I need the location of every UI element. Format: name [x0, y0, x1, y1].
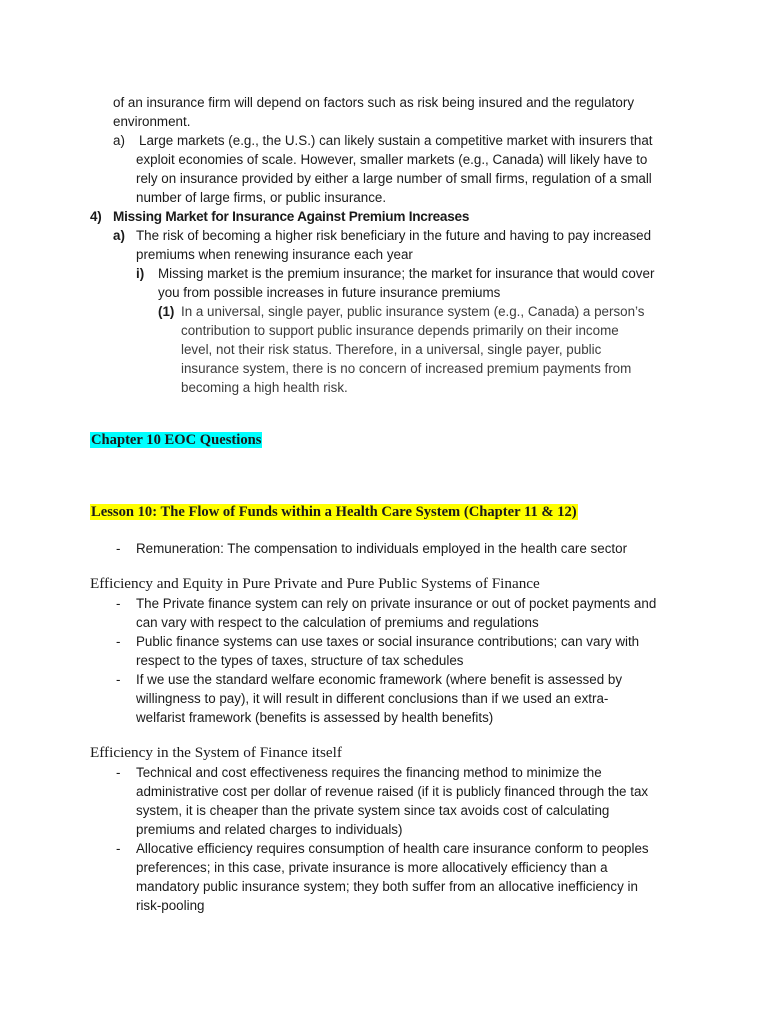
ef-bullet-1-line-3: system, it is cheaper than the private system since tax avoids cost of calculating	[136, 803, 610, 818]
section-4-1-line-5: becoming a high health risk.	[181, 380, 348, 395]
section-4-marker: 4)	[90, 209, 102, 224]
lesson-10-label: Lesson 10: The Flow of Funds within a Health Care System (Chapter 11 & 12)	[91, 504, 577, 520]
ef-bullet-2-line-3: mandatory public insurance system; they both suffer from an allocative inefficiency in	[136, 879, 638, 894]
ef-bullet-2-line-4: risk-pooling	[136, 898, 205, 913]
section-4-i-marker: i)	[136, 266, 145, 281]
section-4-i-line-2: you from possible increases in future insurance premiums	[158, 285, 501, 300]
ee-bullet-2-line-1: Public finance systems can use taxes or social insurance contributions; can vary with	[136, 634, 640, 649]
chapter-10-label: Chapter 10 EOC Questions	[91, 432, 262, 448]
section-4-a-line-1: The risk of becoming a higher risk beneficiary in the future and having to pay increased	[136, 228, 652, 243]
ef-bullet-2: -	[116, 841, 121, 856]
section-4-1-marker: (1)	[158, 304, 175, 319]
lesson-10-heading	[90, 503, 578, 522]
ee-bullet-1: -	[116, 596, 121, 611]
ef-bullet-1-line-4: premiums and related charges to individuals)	[136, 822, 403, 837]
section-4-1-line-3: level, not their risk status. Therefore, in a universal, single payer, public	[181, 342, 602, 357]
ee-bullet-1-line-2: can vary with respect to the calculation of premiums and regulations	[136, 615, 539, 630]
ef-bullet-2-line-1: Allocative efficiency requires consumption of health care insurance conform to peoples	[136, 841, 649, 856]
ee-bullet-1-line-1: The Private finance system can rely on private insurance or out of pocket payments and	[136, 596, 657, 611]
ee-bullet-2: -	[116, 634, 121, 649]
list-marker-a: a)	[113, 133, 125, 148]
ef-bullet-1-line-2: administrative cost per dollar of revenue raised (if it is publicly financed through the tax	[136, 784, 649, 799]
section-4-title: Missing Market for Insurance Against Premium Increases	[113, 209, 470, 224]
section-4-a-marker: a)	[113, 228, 125, 243]
markets-line-2: exploit economies of scale. However, smaller markets (e.g., Canada) will likely have to	[136, 152, 648, 167]
section-4-1-line-2: contribution to support public insurance depends primarily on their income	[181, 323, 619, 338]
ee-bullet-3-line-1: If we use the standard welfare economic framework (where benefit is assessed by	[136, 672, 623, 687]
section-4-1-line-1: In a universal, single payer, public insurance system (e.g., Canada) a person’s	[181, 304, 645, 319]
ef-bullet-1: -	[116, 765, 121, 780]
ef-bullet-1-line-1: Technical and cost effectiveness requires the financing method to minimize the	[136, 765, 602, 780]
ee-bullet-3: -	[116, 672, 121, 687]
ee-bullet-2-line-2: respect to the types of taxes, structure of tax schedules	[136, 653, 464, 668]
efficiency-equity-heading: Efficiency and Equity in Pure Private and Pure Public Systems of Finance	[90, 575, 540, 592]
efficiency-finance-heading: Efficiency in the System of Finance itself	[90, 744, 342, 761]
remuneration-bullet: -	[116, 541, 121, 556]
ee-bullet-3-line-3: welfarist framework (benefits is assessed by health benefits)	[136, 710, 494, 725]
section-4-i-line-1: Missing market is the premium insurance; the market for insurance that would cover	[158, 266, 655, 281]
section-4-a-line-2: premiums when renewing insurance each year	[136, 247, 413, 262]
intro-line-1: of an insurance firm will depend on factors such as risk being insured and the regulatory	[113, 95, 635, 110]
intro-line-2: environment.	[113, 114, 191, 129]
remuneration-text: Remuneration: The compensation to individuals employed in the health care sector	[136, 541, 628, 556]
markets-line-3: rely on insurance provided by either a large number of small firms, regulation of a small	[136, 171, 652, 186]
chapter-10-heading	[90, 431, 262, 450]
markets-line-4: number of large firms, or public insurance.	[136, 190, 387, 205]
ef-bullet-2-line-2: preferences; in this case, private insurance is more allocatively efficiency than a	[136, 860, 608, 875]
markets-line-1: Large markets (e.g., the U.S.) can likely sustain a competitive market with insurers that	[139, 133, 653, 148]
section-4-1-line-4: insurance system, there is no concern of increased premium payments from	[181, 361, 632, 376]
ee-bullet-3-line-2: willingness to pay), it will result in different conclusions than if we used an extra-	[136, 691, 609, 706]
